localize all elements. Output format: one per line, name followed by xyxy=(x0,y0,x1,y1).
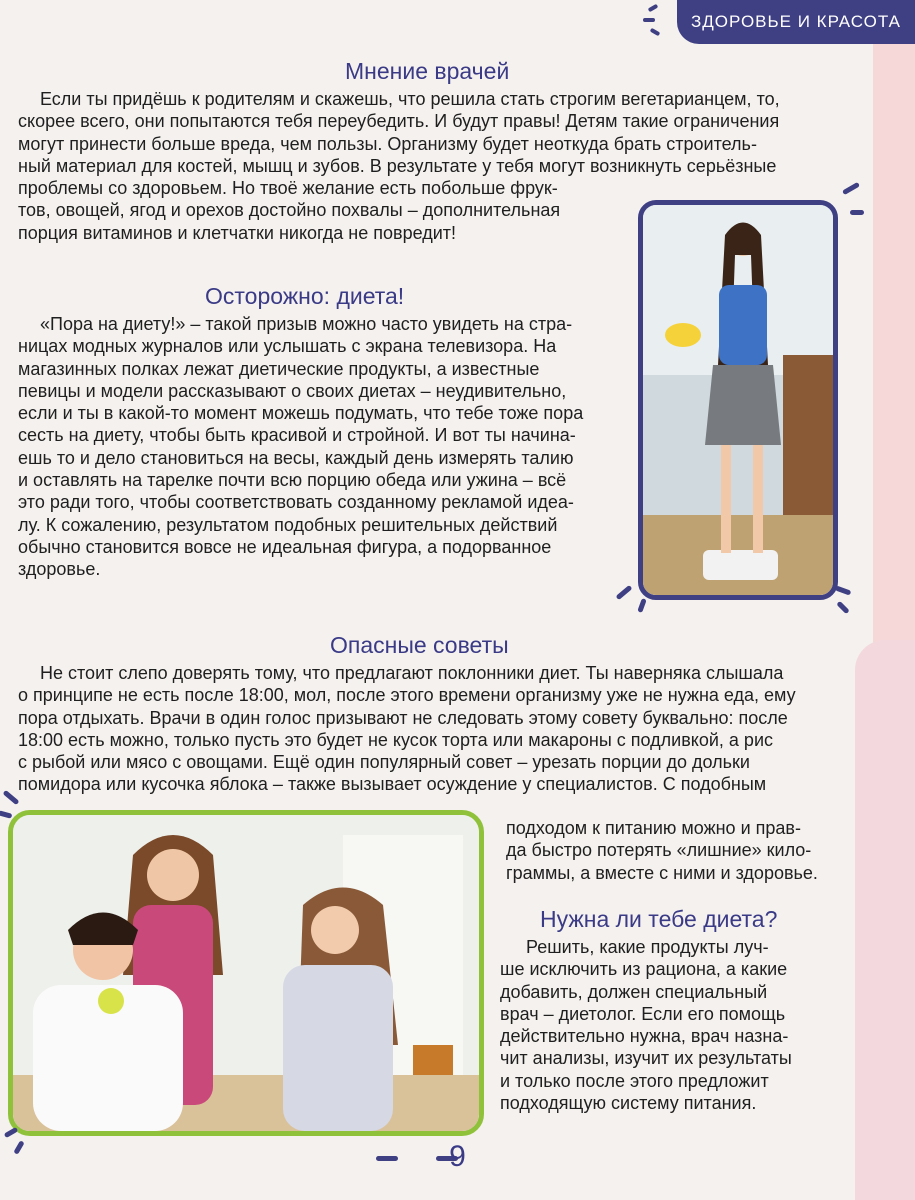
text-line: ный материал для костей, мышц и зубов. В результате у тебя могут возникнуть серьёзные xyxy=(18,155,777,176)
dash-decoration xyxy=(643,18,655,22)
girl-on-scale-photo xyxy=(638,200,838,600)
paragraph-advice-continued xyxy=(506,817,834,884)
text-line: пора отдыхать. Врачи в один голос призывают не следовать этому совету буквально: после xyxy=(18,707,788,728)
text-line: скорее всего, они попытаются тебя переубедить. И будут правы! Детям такие ограничения xyxy=(18,111,780,132)
text-line: 18:00 есть можно, только пусть это будет не кусок торта или макароны с подливкой, а рис xyxy=(18,729,773,750)
text-line: ше исключить из рациона, а какие xyxy=(500,959,788,980)
dash-decoration xyxy=(650,28,661,36)
text-line: да быстро потерять «лишние» кило- xyxy=(506,840,812,861)
text-line: и только после этого предложит xyxy=(500,1070,769,1091)
paragraph-diet xyxy=(18,313,586,581)
text-line: Если ты придёшь к родителям и скажешь, что решила стать строгим вегетарианцем, то, xyxy=(40,89,780,109)
section-title-need: Нужна ли тебе диета? xyxy=(540,906,778,932)
dash-decoration xyxy=(850,210,864,215)
section-title-advice: Опасные советы xyxy=(330,632,509,658)
text-line: если и ты в какой-то момент можешь подумать, что тебе тоже пора xyxy=(18,403,584,424)
dash-decoration xyxy=(4,1127,19,1138)
dash-decoration xyxy=(836,601,849,614)
text-line: ницах модных журналов или услышать с экрана телевизора. На xyxy=(18,336,557,357)
text-line: проблемы со здоровьем. Но твоё желание есть побольше фрук- xyxy=(18,178,558,199)
text-line: действительно нужна, врач назна- xyxy=(500,1026,789,1047)
dash-decoration xyxy=(637,598,646,613)
text-line: порция витаминов и клетчатки никогда не повредит! xyxy=(18,222,457,243)
text-line: Не стоит слепо доверять тому, что предлагают поклонники диет. Ты наверняка слышала xyxy=(40,663,784,683)
paragraph-advice xyxy=(18,662,836,796)
dash-decoration xyxy=(0,810,12,818)
dash-decoration xyxy=(2,790,19,805)
dash-decoration xyxy=(842,182,860,195)
text-line: обычно становится вовсе не идеальная фигура, а подорванное xyxy=(18,536,552,557)
section-header-tab xyxy=(677,0,915,44)
text-line: Решить, какие продукты луч- xyxy=(526,937,769,957)
doctor-with-girls-photo xyxy=(8,810,484,1136)
dash-decoration xyxy=(615,585,632,600)
text-line: чит анализы, изучит их результаты xyxy=(500,1048,792,1069)
side-decoration-lower xyxy=(855,640,915,1200)
text-line: подходящую систему питания. xyxy=(500,1093,757,1114)
text-line: и оставлять на тарелке почти всю порцию обеда или ужина – всё xyxy=(18,470,567,491)
paragraph-need xyxy=(500,936,833,1114)
text-line: «Пора на диету!» – такой призыв можно часто увидеть на стра- xyxy=(40,314,573,334)
page-number: 9 xyxy=(449,1140,466,1173)
dash-decoration xyxy=(648,4,659,12)
dash-decoration xyxy=(835,585,852,595)
text-line: граммы, а вместе с ними и здоровье. xyxy=(506,862,818,883)
text-line: тов, овощей, ягод и орехов достойно похвалы – дополнительная xyxy=(18,200,561,221)
text-line: добавить, должен специальный xyxy=(500,981,768,1002)
section-title-diet: Осторожно: диета! xyxy=(205,283,405,309)
text-line: врач – диетолог. Если его помощь xyxy=(500,1003,786,1024)
text-line: магазинных полках лежат диетические продукты, а известные xyxy=(18,358,540,379)
text-line: это ради того, чтобы соответствовать созданному рекламой идеа- xyxy=(18,492,574,513)
section-label: ЗДОРОВЬЕ И КРАСОТА xyxy=(690,12,902,31)
section-title-opinion: Мнение врачей xyxy=(345,58,510,84)
text-line: с рыбой или мясо с овощами. Ещё один популярный совет – урезать порции до дольки xyxy=(18,752,750,773)
text-line: могут принести больше вреда, чем пользы. Организму будет неоткуда брать строитель- xyxy=(18,133,757,154)
text-line: ешь то и дело становиться на весы, каждый день измерять талию xyxy=(18,447,574,468)
text-line: здоровье. xyxy=(18,559,101,580)
text-line: подходом к питанию можно и прав- xyxy=(506,818,801,838)
text-line: певицы и модели рассказывают о своих диетах – неудивительно, xyxy=(18,380,567,401)
text-line: о принципе не есть после 18:00, мол, после этого времени организму уже не нужна еда, ему xyxy=(18,685,796,706)
text-line: сесть на диету, чтобы быть красивой и стройной. И вот ты начина- xyxy=(18,425,576,446)
text-line: лу. К сожалению, результатом подобных решительных действий xyxy=(18,514,558,535)
text-line: помидора или кусочка яблока – также вызывает осуждение у специалистов. С подобным xyxy=(18,774,767,795)
